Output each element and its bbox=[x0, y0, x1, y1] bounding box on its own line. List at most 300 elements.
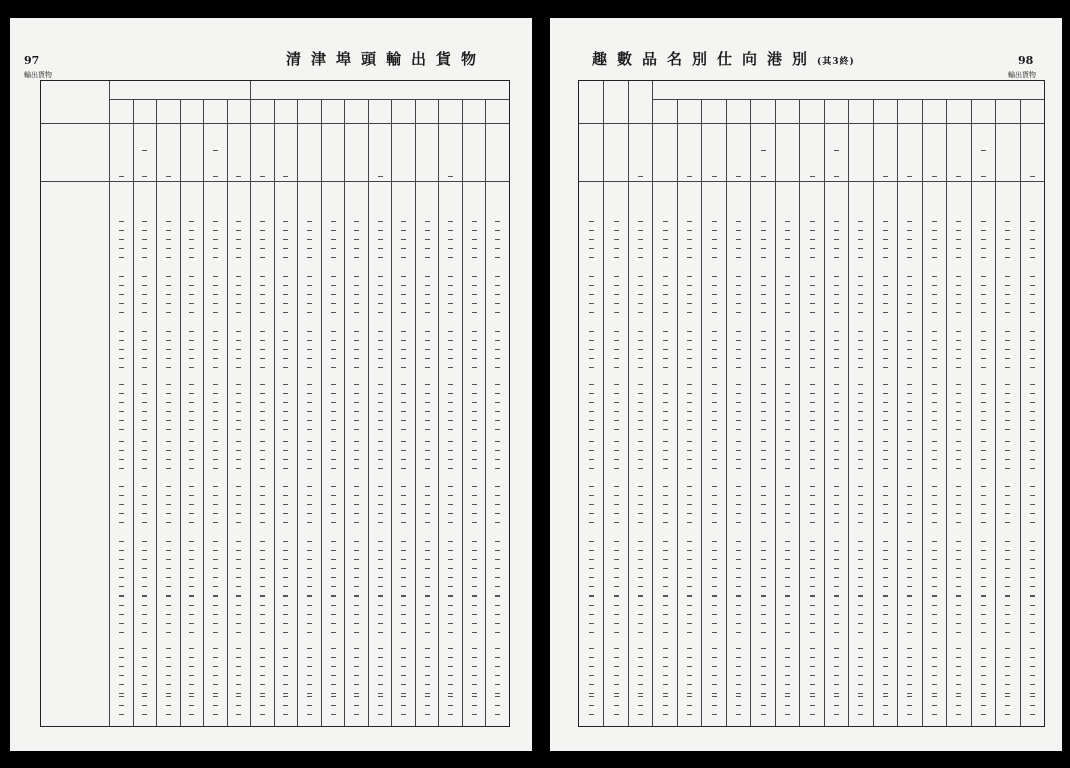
empty-cell bbox=[495, 468, 500, 469]
empty-cell bbox=[638, 623, 643, 624]
empty-cell bbox=[495, 559, 500, 560]
empty-cell bbox=[448, 559, 453, 560]
right-page bbox=[550, 18, 1062, 751]
empty-cell bbox=[687, 559, 692, 560]
empty-cell bbox=[331, 420, 336, 421]
empty-cell bbox=[932, 632, 937, 633]
empty-cell bbox=[448, 393, 453, 394]
empty-cell bbox=[142, 420, 147, 421]
empty-cell bbox=[589, 559, 594, 560]
empty-cell bbox=[354, 349, 359, 350]
empty-cell bbox=[883, 550, 888, 551]
empty-cell bbox=[663, 666, 668, 667]
empty-cell bbox=[858, 239, 863, 240]
empty-cell bbox=[761, 696, 766, 697]
empty-cell bbox=[907, 411, 912, 412]
empty-cell bbox=[425, 349, 430, 350]
empty-cell bbox=[260, 257, 265, 258]
empty-cell bbox=[354, 541, 359, 542]
empty-cell bbox=[981, 393, 986, 394]
empty-cell bbox=[425, 411, 430, 412]
empty-cell bbox=[932, 684, 937, 685]
empty-cell bbox=[638, 550, 643, 551]
empty-cell bbox=[495, 331, 500, 332]
empty-cell bbox=[283, 586, 288, 587]
empty-cell bbox=[331, 522, 336, 523]
empty-cell bbox=[614, 486, 619, 487]
empty-cell bbox=[785, 541, 790, 542]
empty-cell bbox=[189, 684, 194, 685]
empty-cell bbox=[663, 541, 668, 542]
empty-cell bbox=[1030, 303, 1035, 304]
empty-cell bbox=[448, 468, 453, 469]
empty-cell bbox=[810, 486, 815, 487]
empty-cell bbox=[236, 176, 241, 177]
empty-cell bbox=[834, 605, 839, 606]
empty-cell bbox=[495, 596, 500, 597]
empty-cell bbox=[858, 586, 863, 587]
empty-cell bbox=[981, 486, 986, 487]
empty-cell bbox=[236, 441, 241, 442]
empty-cell bbox=[981, 150, 986, 151]
empty-cell bbox=[810, 248, 815, 249]
empty-cell bbox=[307, 675, 312, 676]
empty-cell bbox=[1005, 221, 1010, 222]
empty-cell bbox=[638, 495, 643, 496]
empty-cell bbox=[614, 632, 619, 633]
empty-cell bbox=[472, 550, 477, 551]
empty-cell bbox=[425, 586, 430, 587]
empty-cell bbox=[736, 648, 741, 649]
empty-cell bbox=[858, 384, 863, 385]
empty-cell bbox=[810, 429, 815, 430]
column-divider bbox=[677, 99, 678, 726]
empty-cell bbox=[472, 257, 477, 258]
empty-cell bbox=[858, 367, 863, 368]
empty-cell bbox=[956, 420, 961, 421]
empty-cell bbox=[472, 358, 477, 359]
empty-cell bbox=[687, 632, 692, 633]
empty-cell bbox=[236, 331, 241, 332]
empty-cell bbox=[236, 696, 241, 697]
empty-cell bbox=[981, 420, 986, 421]
empty-cell bbox=[166, 696, 171, 697]
empty-cell bbox=[736, 358, 741, 359]
empty-cell bbox=[166, 705, 171, 706]
empty-cell bbox=[166, 550, 171, 551]
empty-cell bbox=[712, 294, 717, 295]
empty-cell bbox=[736, 696, 741, 697]
empty-cell bbox=[260, 276, 265, 277]
empty-cell bbox=[638, 340, 643, 341]
empty-cell bbox=[236, 429, 241, 430]
empty-cell bbox=[589, 632, 594, 633]
empty-cell bbox=[956, 276, 961, 277]
empty-cell bbox=[932, 340, 937, 341]
empty-cell bbox=[981, 294, 986, 295]
empty-cell bbox=[260, 648, 265, 649]
empty-cell bbox=[761, 331, 766, 332]
empty-cell bbox=[166, 459, 171, 460]
empty-cell bbox=[307, 349, 312, 350]
empty-cell bbox=[687, 331, 692, 332]
empty-cell bbox=[614, 349, 619, 350]
empty-cell bbox=[119, 411, 124, 412]
empty-cell bbox=[425, 495, 430, 496]
empty-cell bbox=[260, 450, 265, 451]
empty-cell bbox=[956, 358, 961, 359]
empty-cell bbox=[932, 541, 937, 542]
empty-cell bbox=[883, 522, 888, 523]
empty-cell bbox=[401, 696, 406, 697]
empty-cell bbox=[283, 468, 288, 469]
empty-cell bbox=[472, 586, 477, 587]
empty-cell bbox=[932, 522, 937, 523]
empty-cell bbox=[307, 693, 312, 694]
empty-cell bbox=[810, 648, 815, 649]
empty-cell bbox=[307, 648, 312, 649]
empty-cell bbox=[1005, 577, 1010, 578]
empty-cell bbox=[932, 623, 937, 624]
empty-cell bbox=[736, 614, 741, 615]
empty-cell bbox=[761, 176, 766, 177]
empty-cell bbox=[283, 559, 288, 560]
empty-cell bbox=[401, 294, 406, 295]
empty-cell bbox=[810, 450, 815, 451]
empty-cell bbox=[401, 614, 406, 615]
empty-cell bbox=[378, 230, 383, 231]
empty-cell bbox=[810, 559, 815, 560]
empty-cell bbox=[761, 568, 766, 569]
empty-cell bbox=[307, 705, 312, 706]
empty-cell bbox=[283, 441, 288, 442]
empty-cell bbox=[981, 349, 986, 350]
empty-cell bbox=[956, 459, 961, 460]
empty-cell bbox=[142, 486, 147, 487]
empty-cell bbox=[189, 696, 194, 697]
empty-cell bbox=[1005, 605, 1010, 606]
empty-cell bbox=[236, 714, 241, 715]
empty-cell bbox=[761, 657, 766, 658]
empty-cell bbox=[189, 441, 194, 442]
empty-cell bbox=[810, 714, 815, 715]
empty-cell bbox=[142, 522, 147, 523]
empty-cell bbox=[142, 176, 147, 177]
empty-cell bbox=[834, 623, 839, 624]
empty-cell bbox=[283, 632, 288, 633]
empty-cell bbox=[472, 331, 477, 332]
empty-cell bbox=[448, 257, 453, 258]
empty-cell bbox=[761, 221, 766, 222]
empty-cell bbox=[401, 367, 406, 368]
empty-cell bbox=[495, 614, 500, 615]
empty-cell bbox=[283, 349, 288, 350]
empty-cell bbox=[614, 657, 619, 658]
empty-cell bbox=[956, 632, 961, 633]
empty-cell bbox=[119, 450, 124, 451]
empty-cell bbox=[236, 657, 241, 658]
empty-cell bbox=[785, 522, 790, 523]
empty-cell bbox=[785, 705, 790, 706]
empty-cell bbox=[663, 285, 668, 286]
empty-cell bbox=[834, 312, 839, 313]
empty-cell bbox=[761, 303, 766, 304]
empty-cell bbox=[712, 684, 717, 685]
empty-cell bbox=[331, 221, 336, 222]
empty-cell bbox=[378, 486, 383, 487]
empty-cell bbox=[448, 450, 453, 451]
empty-cell bbox=[1030, 486, 1035, 487]
empty-cell bbox=[981, 303, 986, 304]
empty-cell bbox=[589, 221, 594, 222]
empty-cell bbox=[589, 684, 594, 685]
empty-cell bbox=[907, 657, 912, 658]
empty-cell bbox=[761, 504, 766, 505]
empty-cell bbox=[785, 276, 790, 277]
empty-cell bbox=[260, 605, 265, 606]
empty-cell bbox=[236, 294, 241, 295]
empty-cell bbox=[142, 541, 147, 542]
empty-cell bbox=[614, 541, 619, 542]
empty-cell bbox=[981, 714, 986, 715]
empty-cell bbox=[761, 393, 766, 394]
empty-cell bbox=[331, 230, 336, 231]
empty-cell bbox=[354, 248, 359, 249]
empty-cell bbox=[283, 648, 288, 649]
empty-cell bbox=[283, 312, 288, 313]
empty-cell bbox=[236, 705, 241, 706]
empty-cell bbox=[589, 441, 594, 442]
empty-cell bbox=[736, 303, 741, 304]
empty-cell bbox=[614, 623, 619, 624]
empty-cell bbox=[858, 230, 863, 231]
empty-cell bbox=[425, 312, 430, 313]
empty-cell bbox=[834, 176, 839, 177]
empty-cell bbox=[236, 559, 241, 560]
empty-cell bbox=[1030, 666, 1035, 667]
empty-cell bbox=[589, 331, 594, 332]
empty-cell bbox=[932, 596, 937, 597]
empty-cell bbox=[810, 384, 815, 385]
empty-cell bbox=[213, 349, 218, 350]
empty-cell bbox=[761, 312, 766, 313]
empty-cell bbox=[331, 285, 336, 286]
empty-cell bbox=[687, 384, 692, 385]
empty-cell bbox=[981, 675, 986, 676]
empty-cell bbox=[638, 605, 643, 606]
empty-cell bbox=[614, 257, 619, 258]
empty-cell bbox=[810, 550, 815, 551]
empty-cell bbox=[142, 257, 147, 258]
empty-cell bbox=[687, 411, 692, 412]
empty-cell bbox=[736, 349, 741, 350]
empty-cell bbox=[1005, 705, 1010, 706]
empty-cell bbox=[142, 559, 147, 560]
empty-cell bbox=[687, 257, 692, 258]
empty-cell bbox=[687, 429, 692, 430]
empty-cell bbox=[907, 331, 912, 332]
empty-cell bbox=[425, 675, 430, 676]
empty-cell bbox=[331, 714, 336, 715]
empty-cell bbox=[331, 657, 336, 658]
empty-cell bbox=[378, 276, 383, 277]
empty-cell bbox=[589, 248, 594, 249]
empty-cell bbox=[663, 393, 668, 394]
empty-cell bbox=[213, 714, 218, 715]
empty-cell bbox=[834, 541, 839, 542]
empty-cell bbox=[425, 303, 430, 304]
empty-cell bbox=[638, 248, 643, 249]
empty-cell bbox=[495, 714, 500, 715]
empty-cell bbox=[589, 666, 594, 667]
empty-cell bbox=[614, 276, 619, 277]
empty-cell bbox=[638, 312, 643, 313]
empty-cell bbox=[761, 513, 766, 514]
empty-cell bbox=[932, 696, 937, 697]
empty-cell bbox=[189, 239, 194, 240]
empty-cell bbox=[378, 450, 383, 451]
empty-cell bbox=[1030, 459, 1035, 460]
empty-cell bbox=[761, 441, 766, 442]
empty-cell bbox=[307, 666, 312, 667]
empty-cell bbox=[663, 504, 668, 505]
empty-cell bbox=[785, 666, 790, 667]
empty-cell bbox=[614, 441, 619, 442]
empty-cell bbox=[495, 450, 500, 451]
empty-cell bbox=[932, 486, 937, 487]
empty-cell bbox=[331, 294, 336, 295]
empty-cell bbox=[687, 441, 692, 442]
empty-cell bbox=[761, 486, 766, 487]
empty-cell bbox=[736, 459, 741, 460]
empty-cell bbox=[236, 614, 241, 615]
column-divider bbox=[250, 81, 251, 726]
empty-cell bbox=[401, 522, 406, 523]
empty-cell bbox=[736, 285, 741, 286]
empty-cell bbox=[213, 632, 218, 633]
empty-cell bbox=[932, 331, 937, 332]
empty-cell bbox=[1005, 230, 1010, 231]
empty-cell bbox=[663, 420, 668, 421]
column-divider bbox=[628, 81, 629, 726]
empty-cell bbox=[687, 340, 692, 341]
empty-cell bbox=[119, 358, 124, 359]
empty-cell bbox=[761, 230, 766, 231]
empty-cell bbox=[761, 367, 766, 368]
empty-cell bbox=[213, 504, 218, 505]
column-divider bbox=[321, 99, 322, 726]
empty-cell bbox=[448, 312, 453, 313]
empty-cell bbox=[213, 221, 218, 222]
empty-cell bbox=[834, 239, 839, 240]
empty-cell bbox=[307, 586, 312, 587]
empty-cell bbox=[189, 402, 194, 403]
empty-cell bbox=[307, 504, 312, 505]
empty-cell bbox=[283, 596, 288, 597]
empty-cell bbox=[858, 221, 863, 222]
empty-cell bbox=[687, 504, 692, 505]
empty-cell bbox=[236, 411, 241, 412]
empty-cell bbox=[307, 340, 312, 341]
column-divider bbox=[750, 99, 751, 726]
column-divider bbox=[156, 99, 157, 726]
empty-cell bbox=[448, 276, 453, 277]
empty-cell bbox=[638, 559, 643, 560]
empty-cell bbox=[687, 450, 692, 451]
empty-cell bbox=[785, 393, 790, 394]
empty-cell bbox=[956, 402, 961, 403]
empty-cell bbox=[712, 513, 717, 514]
empty-cell bbox=[712, 420, 717, 421]
empty-cell bbox=[614, 705, 619, 706]
empty-cell bbox=[810, 623, 815, 624]
empty-cell bbox=[213, 384, 218, 385]
empty-cell bbox=[736, 248, 741, 249]
empty-cell bbox=[712, 358, 717, 359]
empty-cell bbox=[712, 367, 717, 368]
empty-cell bbox=[981, 495, 986, 496]
empty-cell bbox=[354, 714, 359, 715]
empty-cell bbox=[119, 420, 124, 421]
empty-cell bbox=[761, 429, 766, 430]
empty-cell bbox=[785, 450, 790, 451]
empty-cell bbox=[883, 384, 888, 385]
empty-cell bbox=[166, 568, 171, 569]
empty-cell bbox=[213, 648, 218, 649]
empty-cell bbox=[761, 459, 766, 460]
empty-cell bbox=[425, 420, 430, 421]
empty-cell bbox=[213, 693, 218, 694]
empty-cell bbox=[736, 666, 741, 667]
empty-cell bbox=[142, 150, 147, 151]
empty-cell bbox=[956, 285, 961, 286]
column-divider bbox=[485, 99, 486, 726]
empty-cell bbox=[834, 513, 839, 514]
empty-cell bbox=[712, 550, 717, 551]
empty-cell bbox=[956, 176, 961, 177]
empty-cell bbox=[1005, 522, 1010, 523]
empty-cell bbox=[260, 303, 265, 304]
empty-cell bbox=[119, 623, 124, 624]
empty-cell bbox=[236, 495, 241, 496]
empty-cell bbox=[956, 705, 961, 706]
empty-cell bbox=[213, 559, 218, 560]
empty-cell bbox=[283, 429, 288, 430]
empty-cell bbox=[981, 577, 986, 578]
empty-cell bbox=[956, 312, 961, 313]
empty-cell bbox=[189, 393, 194, 394]
empty-cell bbox=[883, 696, 888, 697]
empty-cell bbox=[810, 340, 815, 341]
empty-cell bbox=[834, 331, 839, 332]
empty-cell bbox=[810, 367, 815, 368]
empty-cell bbox=[401, 239, 406, 240]
empty-cell bbox=[907, 714, 912, 715]
empty-cell bbox=[712, 248, 717, 249]
empty-cell bbox=[907, 666, 912, 667]
empty-cell bbox=[331, 675, 336, 676]
empty-cell bbox=[142, 230, 147, 231]
empty-cell bbox=[761, 358, 766, 359]
empty-cell bbox=[736, 468, 741, 469]
empty-cell bbox=[1030, 696, 1035, 697]
empty-cell bbox=[1005, 239, 1010, 240]
empty-cell bbox=[907, 605, 912, 606]
empty-cell bbox=[956, 486, 961, 487]
empty-cell bbox=[354, 340, 359, 341]
empty-cell bbox=[858, 522, 863, 523]
empty-cell bbox=[472, 420, 477, 421]
